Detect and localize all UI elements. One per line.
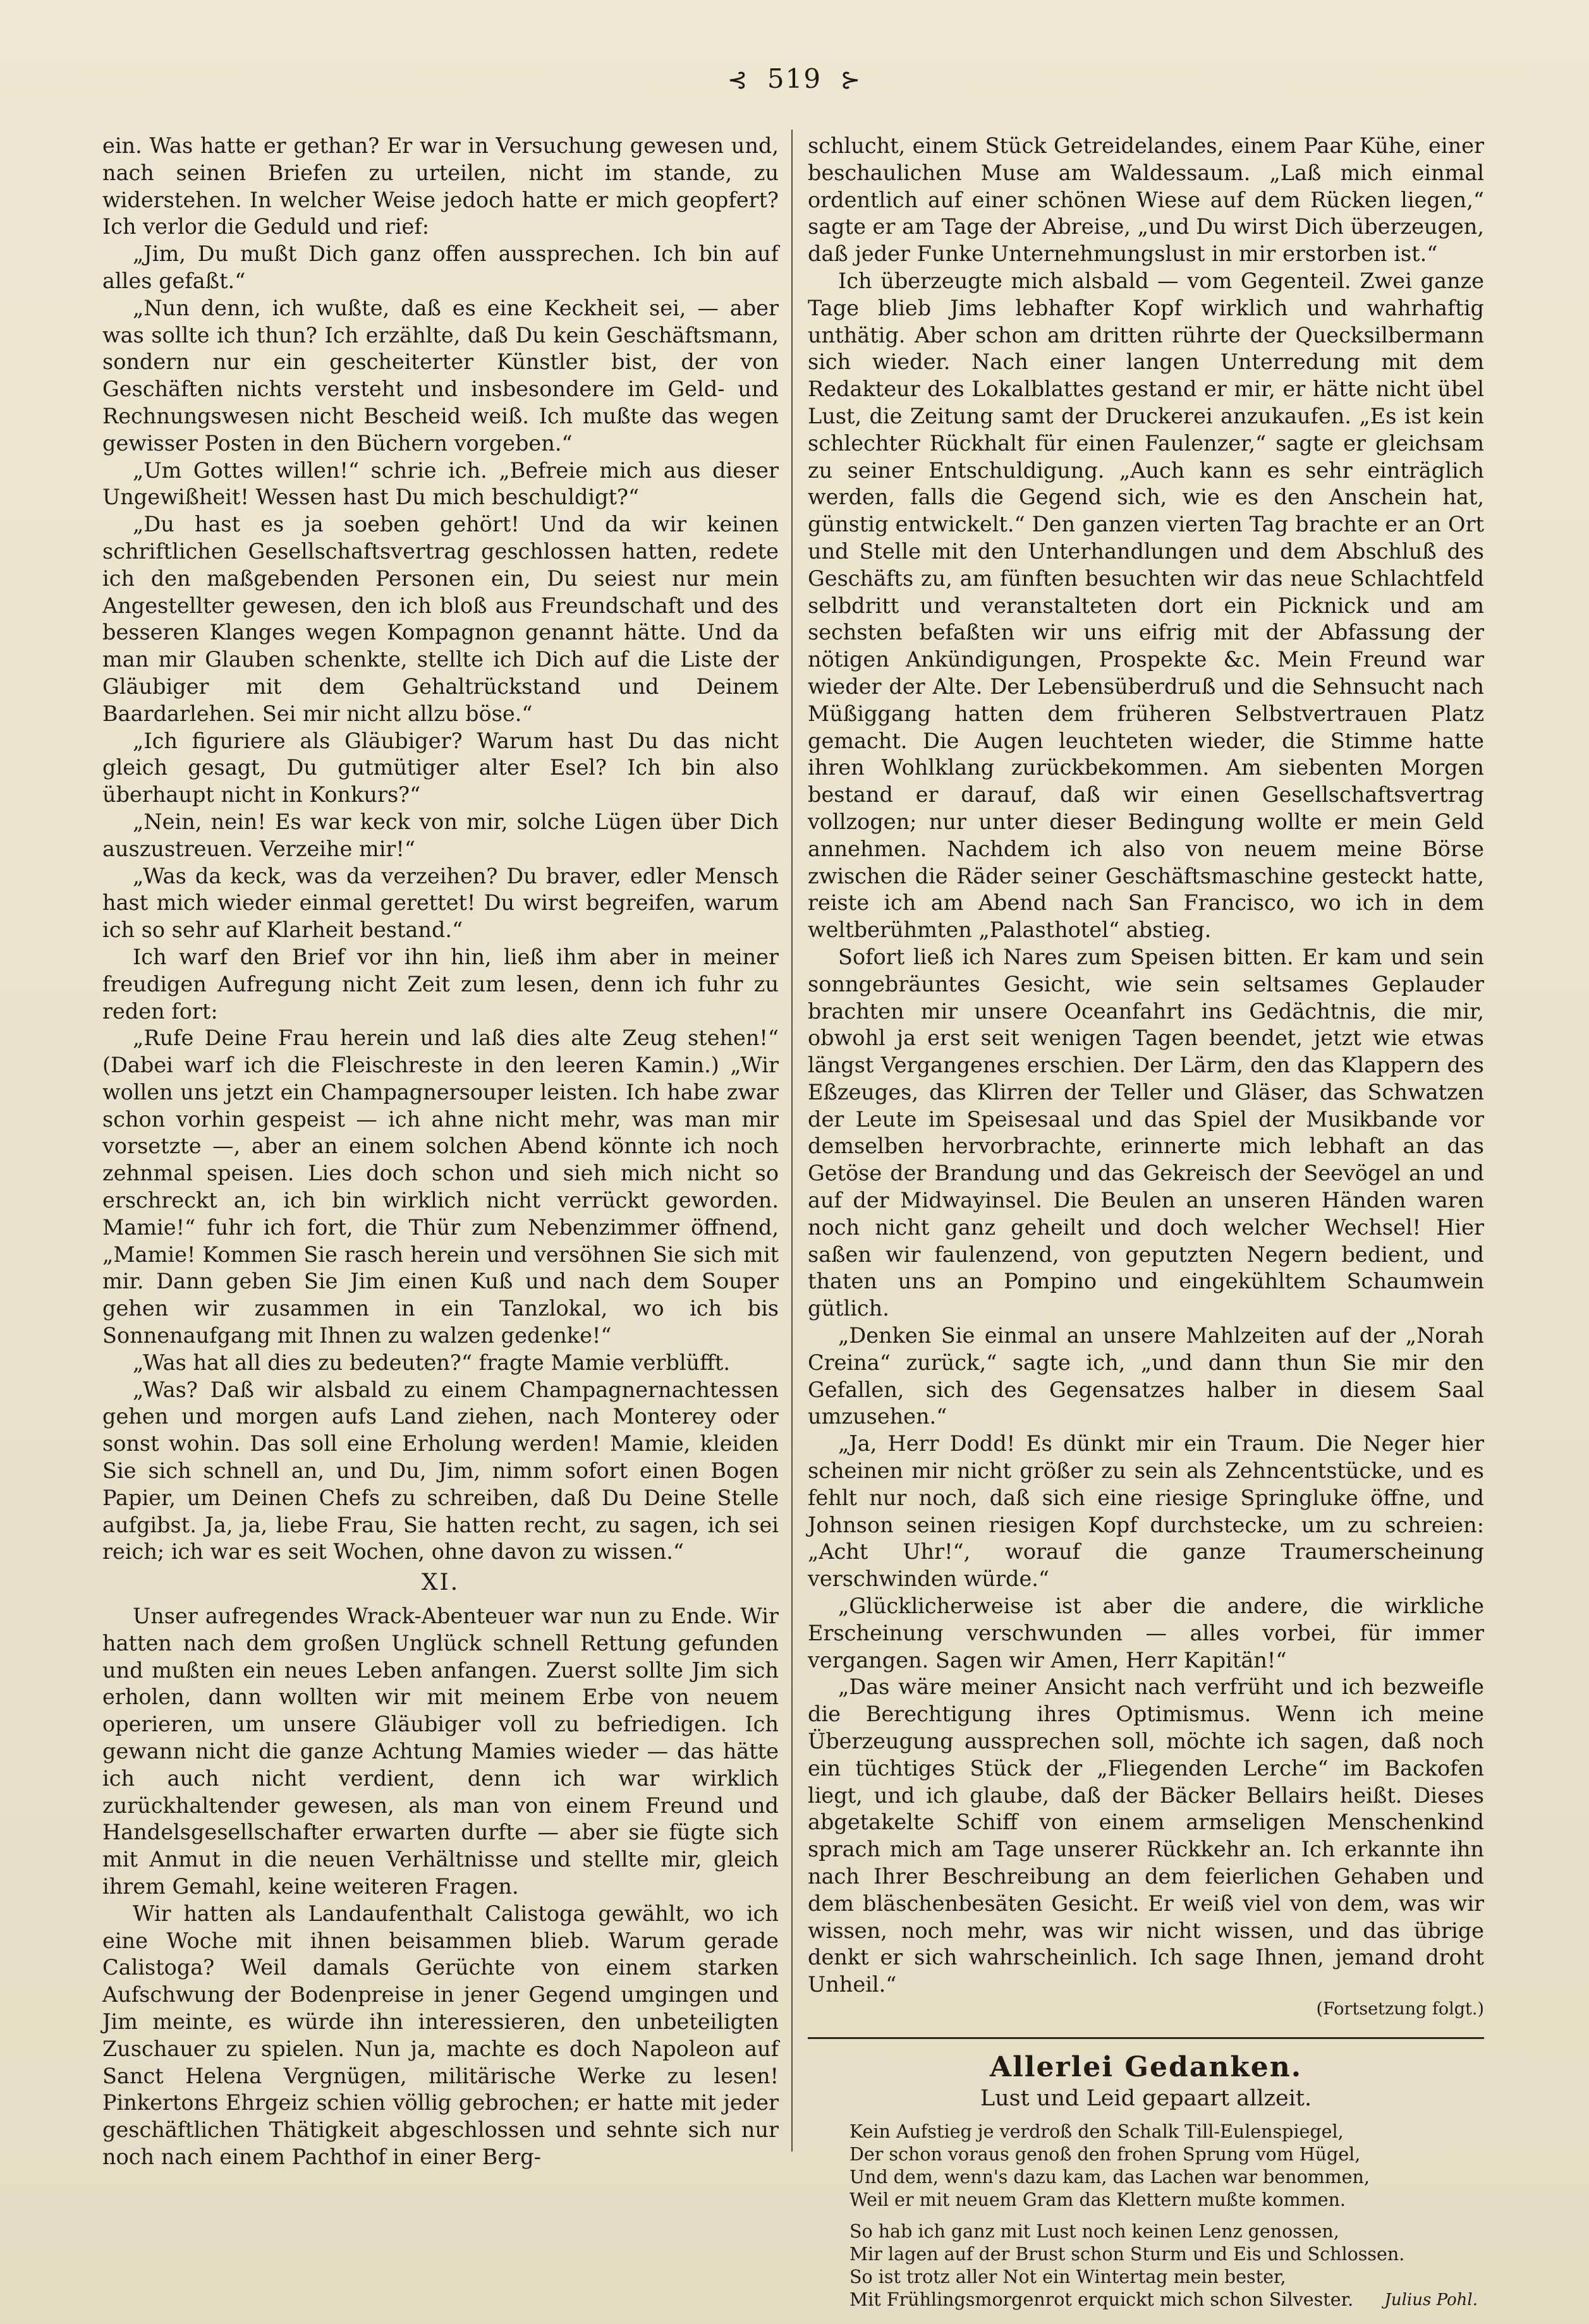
poem-author: Julius Pohl. bbox=[1384, 2291, 1478, 2310]
paragraph: „Denken Sie einmal an unsere Mahlzeiten auf der „Norah Creina“ zurück,“ sagte ich, „und dann thun Sie mir den Gefallen, sich des Gegensatzes halber in diesem Saal umzusehen.“ bbox=[808, 1323, 1484, 1429]
paragraph: Ich warf den Brief vor ihn hin, ließ ihm aber in meiner freudigen Aufregung nicht Zeit zum lesen, denn ich fuhr zu reden fort: bbox=[102, 944, 779, 1024]
section-rule bbox=[808, 2037, 1484, 2039]
poem-title: Lust und Leid gepaart allzeit. bbox=[980, 2085, 1312, 2111]
paragraph: Ich überzeugte mich alsbald — vom Gegenteil. Zwei ganze Tage blieb Jims lebhafter Kopf wirklich und wahrhaftig unthätig. Aber schon am dritten rührte der Quecksilbermann sich wieder. Nach einer langen Unterredung mit dem Redakteur des Lokalblattes gestand er mir, er hätte nicht übel Lust, die Zeitung samt der Druckerei anzukaufen. „Es ist kein schlechter Rückhalt für einen Faulenzer,“ sagte er gleichsam zu seiner Entschuldigung. „Auch kann es sehr einträglich werden, falls die Gegend sich, wie es den Anschein hat, günstig entwickelt.“ Den ganzen vierten Tag brachte er an Ort und Stelle mit den Unterhandlungen und dem Abschluß des Geschäfts zu, am fünften besuchten wir das neue Schlachtfeld selbdritt und veranstalteten dort ein Picknick und am sechsten befaßten wir uns eifrig mit der Abfassung der nötigen Ankündigungen, Prospekte &c. Mein Freund war wieder der Alte. Der Lebensüberdruß und die Sehnsucht nach Müßiggang hatten dem früheren Selbstvertrauen Platz gemacht. Die Augen leuchteten wieder, die Stimme hatte ihren Wohlklang zurückbekommen. Am siebenten Morgen bestand er darauf, daß wir einen Gesellschaftsvertrag vollzogen; nur unter dieser Bedingung wollte er mein Geld annehmen. Nachdem ich also von neuem meine Börse zwischen die Räder seiner Geschäftsmaschine gesteckt hatte, reiste ich am Abend nach San Francisco, wo ich in dem weltberühmten „Palasthotel“ abstieg. bbox=[808, 268, 1484, 943]
right-column bbox=[808, 133, 1484, 2320]
poem-line: So ist trotz aller Not ein Wintertag mein bester, bbox=[849, 2267, 1286, 2288]
paragraph: ein. Was hatte er gethan? Er war in Versuchung gewesen und, nach seinen Briefen zu urteilen, nicht im stande, zu widerstehen. In welcher Weise jedoch hatte er mich geopfert? Ich verlor die Geduld und rief: bbox=[102, 133, 779, 239]
left-column bbox=[102, 133, 779, 2171]
poem-line: Kein Aufstieg je verdroß den Schalk Till-Eulenspiegel, bbox=[849, 2121, 1344, 2143]
continuation-note: (Fortsetzung folgt.) bbox=[1316, 1999, 1484, 2019]
paragraph: „Nun denn, ich wußte, daß es eine Keckheit sei, — aber was sollte ich thun? Ich erzählte, daß Du kein Geschäftsmann, sondern nur ein gescheiterter Künstler bist, der von Geschäften nichts versteht und insbesondere im Geld- und Rechnungswesen nicht Bescheid weiß. Ich mußte das wegen gewisser Posten in den Büchern vorgeben.“ bbox=[102, 295, 779, 456]
paragraph: Unser aufregendes Wrack-Abenteuer war nun zu Ende. Wir hatten nach dem großen Unglück schnell Rettung gefunden und mußten ein neues Leben anfangen. Zuerst sollte Jim sich erholen, dann wollten wir mit meinem Erbe von neuem operieren, um unsere Gläubiger voll zu befriedigen. Ich gewann nicht die ganze Achtung Mamies wieder — das hätte ich auch nicht verdient, denn ich war wirklich zurückhaltender gewesen, als man von einem Freund und Handelsgesellschafter erwarten durfte — aber sie fügte sich mit Anmut in die neuen Verhältnisse und stellte mir, gleich ihrem Gemahl, keine weiteren Fragen. bbox=[102, 1604, 779, 1899]
page-number: 519 bbox=[767, 63, 822, 94]
paragraph: „Ich figuriere als Gläubiger? Warum hast Du das nicht gleich gesagt, Du gutmütiger alter Esel? Ich bin also überhaupt nicht in Konkurs?“ bbox=[102, 728, 779, 808]
paragraph: „Du hast es ja soeben gehört! Und da wir keinen schriftlichen Gesellschaftsvertrag geschlossen hatten, redete ich den maßgebenden Personen ein, Du seiest nur mein Angestellter gewesen, den ich bloß aus Freundschaft und des besseren Klanges wegen Kompagnon genannt hätte. Und da man mir Glauben schenkte, stellte ich Dich auf die Liste der Gläubiger mit dem Gehaltrückstand und Deinem Baardarlehen. Sei mir nicht allzu böse.“ bbox=[102, 512, 779, 726]
poem-line: Mir lagen auf der Brust schon Sturm und Eis und Schlossen. bbox=[849, 2244, 1405, 2265]
header-ornament-right: ⊱ bbox=[840, 66, 862, 94]
paragraph: „Ja, Herr Dodd! Es dünkt mir ein Traum. Die Neger hier scheinen mir nicht größer zu sein als Zehncentstücke, und es fehlt nur noch, daß sich eine riesige Springluke öffne, und Johnson seinen riesigen Kopf durchstecke, um zu schreien: „Acht Uhr!“, worauf die ganze Traumerscheinung verschwinden würde.“ bbox=[808, 1431, 1484, 1592]
paragraph: Sofort ließ ich Nares zum Speisen bitten. Er kam und sein sonngebräuntes Gesicht, wie sein seltsames Geplauder brachten mir unsere Oceanfahrt ins Gedächtnis, die mir, obwohl ja erst seit wenigen Tagen beendet, jetzt wie etwas längst Vergangenes erschien. Der Lärm, den das Klappern des Eßzeuges, das Klirren der Teller und Gläser, das Schwatzen der Leute im Speisesaal und das Spiel der Musikbande vor demselben hervorbrachte, erinnerte mich lebhaft an das Getöse der Brandung und das Gekreisch der Seevögel an und auf der Midwayinsel. Die Beulen an unseren Händen waren noch nicht ganz geheilt und doch welcher Wechsel! Hier saßen wir faulenzend, von geputzten Negern bedient, und thaten uns an Pompino und eingekühltem Schaumwein gütlich. bbox=[808, 944, 1484, 1321]
paragraph: „Was hat all dies zu bedeuten?“ fragte Mamie verblüfft. bbox=[133, 1350, 731, 1375]
paragraph: „Glücklicherweise ist aber die andere, die wirkliche Erscheinung verschwunden — alles vorbei, für immer vergangen. Sagen wir Amen, Herr Kapitän!“ bbox=[808, 1594, 1484, 1673]
paragraph: „Was? Daß wir alsbald zu einem Champagnernachtessen gehen und morgen aufs Land ziehen, nach Monterey oder sonst wohin. Das soll eine Erholung werden! Mamie, kleiden Sie sich schnell an, und Du, Jim, nimm sofort einen Bogen Papier, um Deinen Chefs zu schreiben, daß Du Deine Stelle aufgibst. Ja, ja, liebe Frau, Sie hatten recht, zu sagen, ich sei reich; ich war es seit Wochen, ohne davon zu wissen.“ bbox=[102, 1377, 779, 1564]
paragraph: „Rufe Deine Frau herein und laß dies alte Zeug stehen!“ (Dabei warf ich die Fleischreste in den leeren Kamin.) „Wir wollen uns jetzt ein Champagnersouper leisten. Ich habe zwar schon vorhin gespeist — ich ahne nicht mehr, was man mir vorsetzte —, aber an einem solchen Abend könnte ich noch zehnmal speisen. Lies doch schon und sieh mich nicht so erschreckt an, ich bin wirklich nicht verrückt geworden. Mamie!“ fuhr ich fort, die Thür zum Nebenzimmer öffnend, „Mamie! Kommen Sie rasch herein und versöhnen Sie sich mit mir. Dann geben Sie Jim einen Kuß und nach dem Souper gehen wir zusammen in ein Tanzlokal, wo ich bis Sonnenaufgang mit Ihnen zu walzen gedenke!“ bbox=[102, 1026, 779, 1348]
poem-stanza bbox=[849, 2121, 1484, 2212]
poem-line: Mit Frühlingsmorgenrot erquickt mich schon Silvester. bbox=[849, 2289, 1354, 2311]
page-header bbox=[0, 63, 1589, 94]
paragraph: Wir hatten als Landaufenthalt Calistoga gewählt, wo ich eine Woche mit ihnen beisammen blieb. Warum gerade Calistoga? Weil damals Gerüchte von einem starken Aufschwung der Bodenpreise in jener Gegend umgingen und Jim meinte, es würde ihn interessieren, den unbeteiligten Zuschauer zu spielen. Nun ja, machte es doch Napoleon auf Sanct Helena Vergnügen, militärische Werke zu lesen! Pinkertons Ehrgeiz schien völlig gebrochen; er hatte mit jeder geschäftlichen Thätigkeit abgeschlossen und sehnte sich nur noch nach einem Pachthof in einer Berg- bbox=[102, 1901, 779, 2169]
paragraph: „Um Gottes willen!“ schrie ich. „Befreie mich aus dieser Ungewißheit! Wessen hast Du mich beschuldigt?“ bbox=[102, 457, 779, 510]
poem-stanza bbox=[849, 2220, 1484, 2311]
poem-line: So hab ich ganz mit Lust noch keinen Lenz genossen, bbox=[849, 2221, 1339, 2242]
poem-line: Und dem, wenn's dazu kam, das Lachen war benommen, bbox=[849, 2167, 1370, 2188]
paragraph: „Nein, nein! Es war keck von mir, solche Lügen über Dich auszustreuen. Verzeihe mir!“ bbox=[102, 809, 779, 861]
poem-line: Weil er mit neuem Gram das Klettern mußte kommen. bbox=[849, 2189, 1346, 2211]
paragraph: „Was da keck, was da verzeihen? Du braver, edler Mensch hast mich wieder einmal gerettet! Du wirst begreifen, warum ich so sehr auf Klarheit bestand.“ bbox=[102, 863, 779, 943]
paragraph: „Das wäre meiner Ansicht nach verfrüht und ich bezweifle die Berechtigung ihres Optimismus. Wenn ich meine Überzeugung aussprechen soll, möchte ich sagen, daß noch ein tüchtiges Stück der „Fliegenden Lerche“ im Backofen liegt, und ich glaube, daß der Bäcker Bellairs heißt. Dieses abgetakelte Schiff von einem armseligen Menschenkind sprach mich am Tage unserer Rückkehr an. Ich erkannte ihn nach Ihrer Beschreibung an dem feierlichen Gehaben und dem bläschenbesäten Gesicht. Er weiß viel von dem, was wir wissen, noch mehr, was wir nicht wissen, und das übrige denkt er sich wahrscheinlich. Ich sage Ihnen, jemand droht Unheil.“ bbox=[808, 1674, 1484, 1997]
chapter-heading: XI. bbox=[421, 1570, 460, 1596]
poem-line: Der schon voraus genoß den frohen Sprung vom Hügel, bbox=[849, 2144, 1361, 2165]
header-ornament-left: ⊰ bbox=[727, 66, 749, 94]
paragraph: schlucht, einem Stück Getreidelandes, einem Paar Kühe, einer beschaulichen Muse am Waldessaum. „Laß mich einmal ordentlich auf einer schönen Wiese auf dem Rücken liegen,“ sagte er am Tage der Abreise, „und Du wirst Dich überzeugen, daß jeder Funke Unternehmungslust in mir erstorben ist.“ bbox=[808, 133, 1484, 267]
section-title: Allerlei Gedanken. bbox=[989, 2050, 1303, 2083]
paragraph: „Jim, Du mußt Dich ganz offen aussprechen. Ich bin auf alles gefaßt.“ bbox=[102, 241, 779, 293]
poem bbox=[808, 2121, 1484, 2311]
column-divider bbox=[791, 130, 793, 2152]
